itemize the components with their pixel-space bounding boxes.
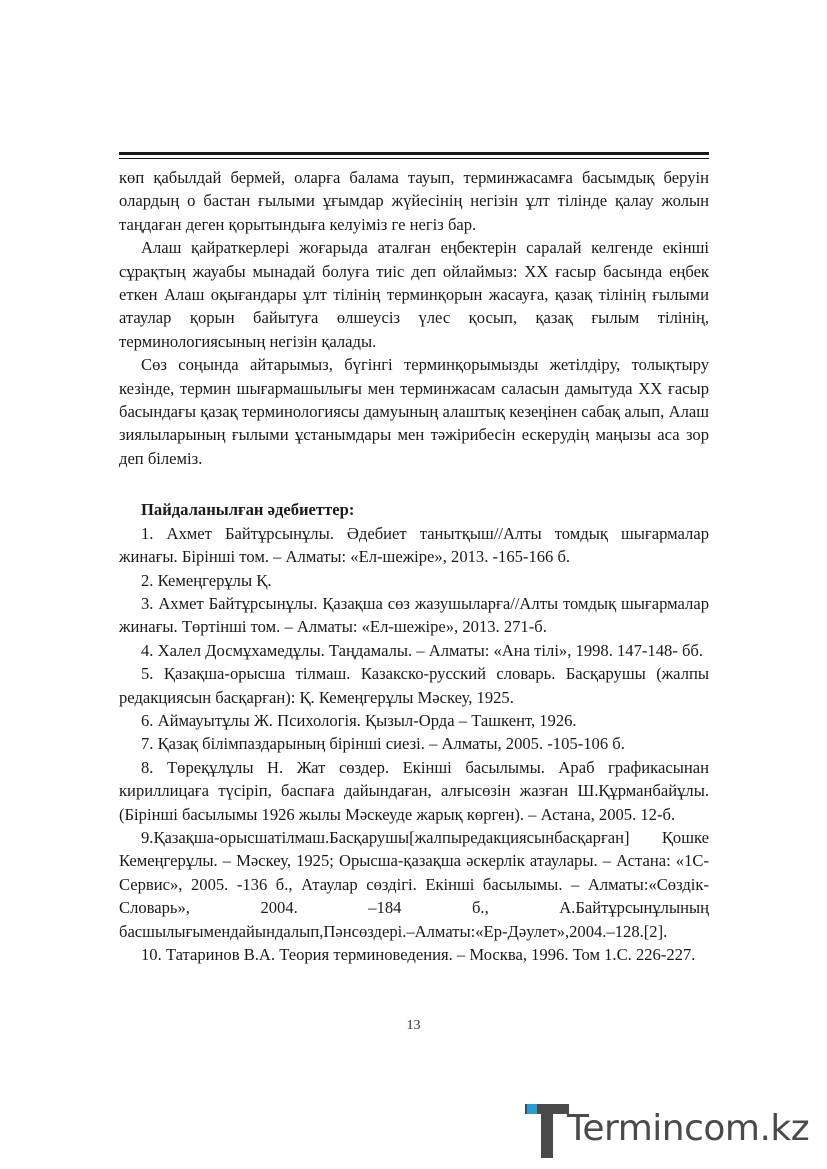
reference-item: 1. Ахмет Байтұрсынұлы. Әдебиет танытқыш//Алты томдық шығармалар жинағы. Бірінші том. – Алматы: «Ел-шежіре», 2013. -165-166 б. bbox=[119, 523, 709, 567]
reference-item: 6. Аймауытұлы Ж. Психологія. Қызыл-Орда – Ташкент, 1926. bbox=[141, 710, 577, 730]
reference-item: 7. Қазақ білімпаздарының бірінші сиезі. – Алматы, 2005. -105-106 б. bbox=[141, 734, 625, 754]
header-rule-thin bbox=[119, 158, 709, 159]
reference-item: 9.Қазақша-орысшатілмаш.Басқарушы[жалпыредакциясынбасқарған] Қошке Кемеңгерұлы. – Мәскеу, 1925; Орысша-қазақша әскерлік атаулары. – Астана: «1С-Сервис», 2005. -136 б., Атаулар сөздігі. Екінші басылымы. – Алматы:«Сөздік-Словарь», 2004. –184 б., А.Байтұрсынұлының басшылығымендайындалып,Пәнсөздері.–Алматы:«Ер-Дәулет»,2004.–128.[2]. bbox=[119, 827, 709, 941]
references-list bbox=[119, 522, 709, 967]
reference-item: 4. Халел Досмұхамедұлы. Таңдамалы. – Алматы: «Ана тілі», 1998. 147-148- бб. bbox=[141, 640, 704, 660]
reference-item: 10. Татаринов В.А. Теория терминоведения. – Москва, 1996. Том 1.С. 226-227. bbox=[141, 945, 696, 964]
logo-wordmark: Termincom.kz bbox=[567, 1108, 810, 1149]
logo-t-mark-icon bbox=[523, 1100, 573, 1160]
page-number: 13 bbox=[406, 1018, 421, 1033]
body-paragraph-1: көп қабылдай бермей, оларға балама тауып, терминжасамға басымдық беруін олардың о бастан ғылыми ұғымдар жүйесінің негізін ұлт тілінде қалау жолын таңдаған деген қорытындыға келуіміз ге негіз бар. bbox=[119, 168, 709, 234]
header-rule-thick bbox=[119, 152, 709, 155]
termincom-logo bbox=[523, 1096, 823, 1162]
page-body bbox=[119, 166, 709, 966]
body-paragraph-2: Алаш қайраткерлері жоғарыда аталған еңбектерін саралай келгенде екінші сұрақтың жауабы мынадай болуға тиіс деп ойлаймыз: ХХ ғасыр басында еңбек еткен Алаш оқығандары ұлт тілінің терминқорын жасауға, қазақ тілінің ғылыми атаулар қорын байытуға өлшеусіз үлес қосып, қазақ ғылым тілінің, терминологиясының негізін қалады. bbox=[119, 238, 709, 351]
references-heading: Пайдаланылған әдебиеттер: bbox=[141, 500, 355, 520]
reference-item: 3. Ахмет Байтұрсынұлы. Қазақша сөз жазушыларға//Алты томдық шығармалар жинағы. Төртінші том. – Алматы: «Ел-шежіре», 2013. 271-б. bbox=[119, 593, 709, 637]
reference-item: 8. Төреқұлұлы Н. Жат сөздер. Екінші басылымы. Араб графикасынан кириллицаға түсіріп, баспаға дайындаған, алғысөзін жазған Ш.Құрманбайұлы. (Бірінші басылымы 1926 жылы Мәскеуде жарық көрген). – Астана, 2005. 12-б. bbox=[119, 757, 709, 824]
reference-item: 5. Қазақша-орысша тілмаш. Казакско-русский словарь. Басқарушы (жалпы редакциясын басқарған): Қ. Кемеңгерұлы Мәскеу, 1925. bbox=[119, 664, 709, 707]
body-paragraph-3: Сөз соңында айтарымыз, бүгінгі терминқорымызды жетілдіру, толықтыру кезінде, термин шығармашылығы мен терминжасам саласын дамытуда ХХ ғасыр басындағы қазақ терминологиясы дамуының алаштық кезеңінен сабақ алып, Алаш зиялыларының ғылыми ұстанымдары мен тәжірибесін ескерудің маңызы аса зор деп білеміз. bbox=[119, 355, 709, 468]
reference-item: 2. Кемеңгерұлы Қ. bbox=[141, 570, 272, 590]
